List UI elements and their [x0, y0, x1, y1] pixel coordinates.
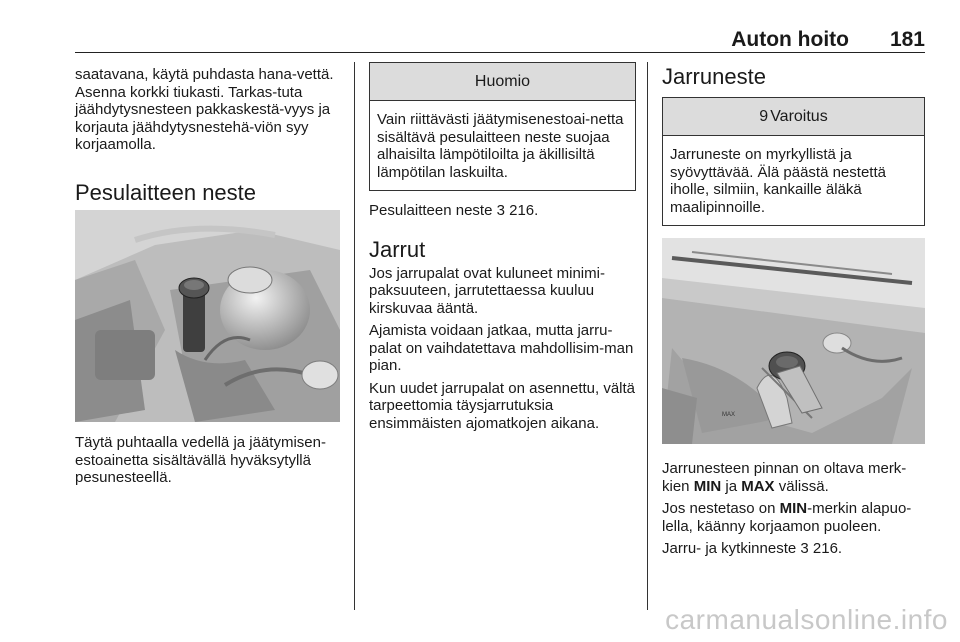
- warning-box: [662, 97, 925, 226]
- brakes-paragraph-1: Jos jarrupalat ovat kuluneet minimi-paksuuteen, jarrutettaessa kuuluu kirskuvaa ääntä.: [369, 264, 605, 317]
- min-mark: MIN: [693, 477, 722, 495]
- washer-photo-caption: Täytä puhtaalla vedellä ja jäätymisen-estoainetta sisältävällä hyväksytyllä pesunesteellä.: [75, 434, 326, 486]
- column-3-text: [662, 460, 925, 558]
- warning-header: [663, 98, 924, 136]
- reference-page: 216.: [509, 202, 539, 219]
- column-divider: [354, 62, 355, 610]
- notice-title: Huomio: [370, 63, 635, 101]
- washer-fluid-heading: Pesulaitteen neste: [75, 179, 257, 205]
- max-mark: MAX: [741, 477, 775, 495]
- reference-page: 216.: [812, 540, 843, 557]
- reference-label: Pesulaitteen neste: [369, 202, 493, 219]
- warning-icon: 9: [759, 108, 769, 125]
- section-title: Auton hoito: [731, 28, 849, 51]
- column-divider: [647, 62, 648, 610]
- washer-fluid-reference: [369, 202, 636, 220]
- brake-fluid-low-text: [662, 500, 925, 535]
- column-1-caption: [75, 434, 343, 487]
- column-2: [369, 62, 636, 432]
- column-1: [75, 62, 343, 206]
- warning-title: Varoitus: [770, 108, 828, 125]
- warning-text: Jarruneste on myrkyllistä ja syövyttävää. Älä päästä nestettä iholle, silmiin, kankaille äläkä maalipinnoille.: [670, 146, 886, 216]
- brake-fluid-level-text: [662, 460, 925, 495]
- brake-fluid-reference: [662, 540, 925, 558]
- brakes-paragraph-2: Ajamista voidaan jatkaa, mutta jarru-palat on vaihdatettava mahdollisim-man pian.: [369, 322, 634, 374]
- reference-label: Jarru- ja kytkinneste: [662, 540, 797, 557]
- brakes-paragraph-3: Kun uudet jarrupalat on asennettu, vältä tarpeettomia täysjarrutuksia ensimmäisten ajomatkojen aikana.: [369, 379, 636, 432]
- brake-fluid-reservoir-photo: [662, 238, 925, 444]
- level-text-part: Jarrunesteen pinnan on oltava merk-kien: [662, 460, 907, 495]
- reference-arrow-icon: 3: [800, 540, 809, 557]
- coolant-intro-text: saatavana, käytä puhdasta hana-vettä. Asenna korkki tiukasti. Tarkas-tuta jäähdytysnesteen pakkaskestä-vyys ja korjauta jäähdytysnestehä-viön syy korjaamolla.: [75, 66, 334, 153]
- watermark: carmanualsonline.info: [665, 604, 948, 635]
- column-3: [662, 62, 925, 226]
- reservoir-max-label: MAX: [722, 412, 736, 418]
- level-text-part: ja: [725, 477, 738, 495]
- notice-box: [369, 62, 636, 191]
- level-text-part: välissä.: [778, 477, 829, 495]
- washer-reservoir-photo: [75, 210, 340, 422]
- low-text-part: Jos nestetaso on: [662, 500, 776, 517]
- page-number: 181: [889, 28, 925, 51]
- notice-text: Vain riittävästi jäätymisenestoai-netta sisältävä pesulaitteen neste suojaa alhaisilta lämpötiloilta ja äkillisiltä lämpötilan laskuilta.: [377, 111, 624, 181]
- reference-arrow-icon: 3: [496, 202, 505, 219]
- brake-fluid-heading: Jarruneste: [662, 64, 766, 89]
- header-rule: [75, 52, 925, 53]
- low-text-part: -merkin alapuo-lella, käänny korjaamon puoleen.: [662, 500, 912, 535]
- brakes-heading: Jarrut: [369, 236, 426, 262]
- min-mark: MIN: [779, 500, 808, 517]
- page-header: [75, 25, 925, 53]
